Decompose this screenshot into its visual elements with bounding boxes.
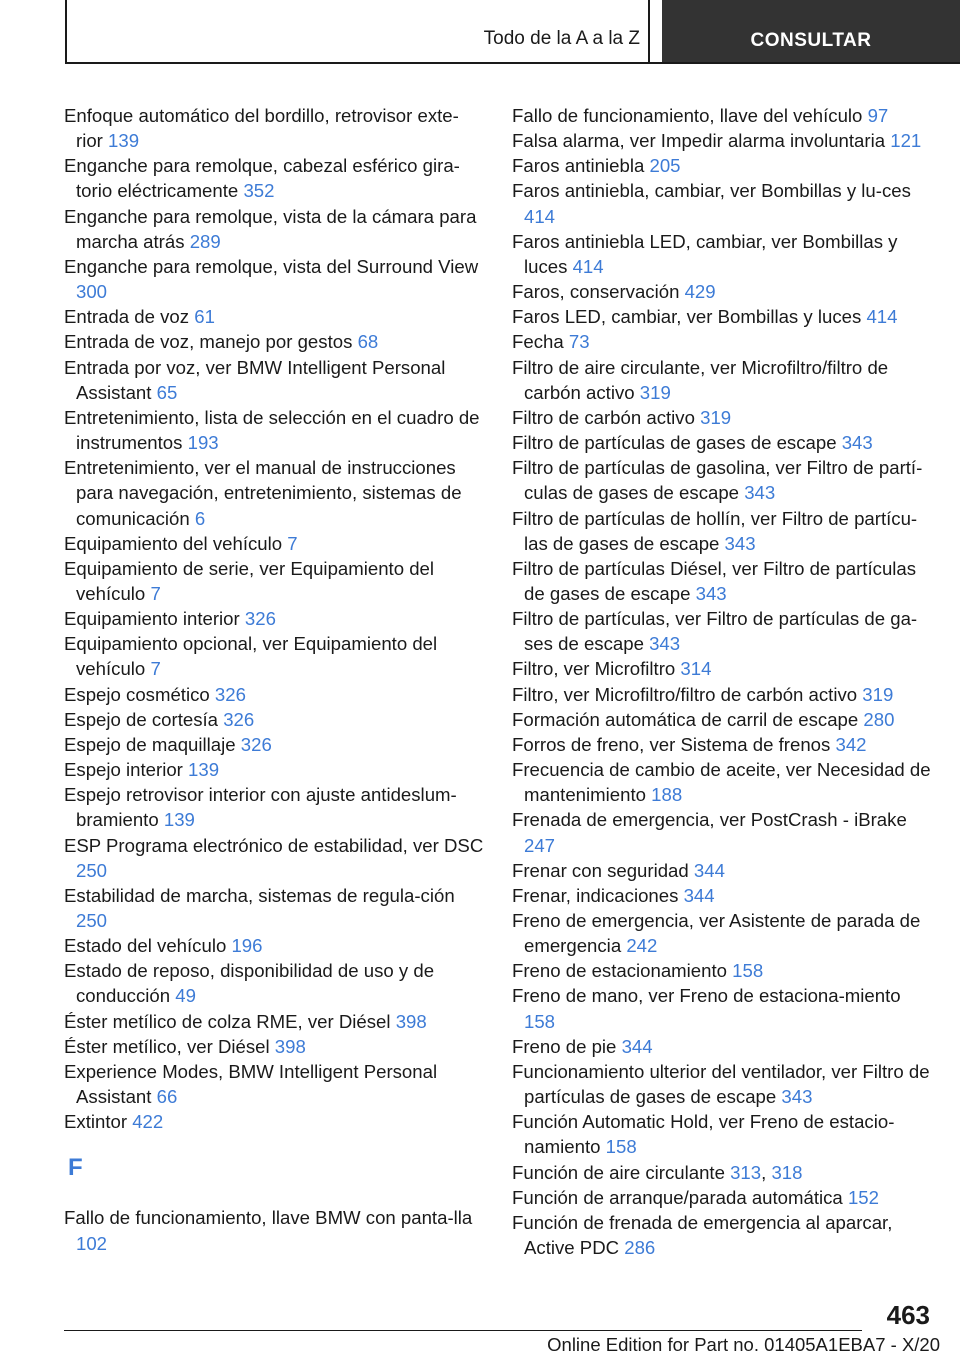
header-divider-left: [65, 0, 67, 64]
index-entry: [512, 707, 932, 732]
index-entry-text: Estado de reposo, disponibilidad de uso y de conducción: [64, 960, 435, 1007]
page-link[interactable]: 97: [867, 105, 889, 126]
page-link[interactable]: 102: [76, 1232, 108, 1254]
index-entry-text: Función de frenada de emergencia al aparcar, Active PDC: [512, 1211, 893, 1259]
page-link[interactable]: 319: [700, 406, 732, 428]
index-entry-text: Filtro de partículas Diésel, ver Filtro de partículas de gases de escape: [512, 557, 917, 604]
index-entry: [512, 858, 932, 883]
page-link[interactable]: 193: [187, 432, 219, 454]
index-entry-text: Espejo cosmético: [64, 683, 210, 705]
index-entry-text: Filtro, ver Microfiltro: [512, 658, 676, 680]
page-link[interactable]: 344: [621, 1035, 653, 1057]
index-entry: [512, 128, 932, 153]
page-link[interactable]: 280: [863, 708, 895, 730]
index-entry: [512, 430, 932, 455]
index-entry: [64, 682, 484, 707]
index-entry-text: Entretenimiento, ver el manual de instrucciones para navegación, entretenimiento, sistemas de comunicación: [64, 457, 462, 529]
index-entry-text: Enfoque automático del bordillo, retrovisor exte-rior: [64, 105, 459, 152]
index-entry: [64, 757, 484, 782]
index-entry-text: Frenar, indicaciones: [512, 884, 679, 906]
index-entry-text: Fallo de funcionamiento, llave del vehículo: [512, 105, 863, 126]
index-entry: [64, 958, 484, 1008]
page-link[interactable]: 398: [274, 1035, 306, 1057]
index-entry-text: Enganche para remolque, cabezal esférico gira-torio eléctricamente: [64, 155, 460, 202]
page-link[interactable]: 196: [231, 935, 263, 957]
index-entry: [64, 1109, 484, 1134]
page-link[interactable]: 319: [862, 683, 894, 705]
index-column-right: [512, 103, 932, 1260]
index-entry-text: Espejo de cortesía: [64, 708, 219, 730]
page-link[interactable]: 6: [194, 507, 206, 529]
index-entry-text: Función de aire circulante: [512, 1161, 725, 1183]
section-title: Todo de la A a la Z: [483, 28, 640, 49]
index-entry: [512, 153, 932, 178]
page-link[interactable]: 286: [624, 1237, 656, 1259]
page-link[interactable]: 152: [847, 1186, 879, 1208]
page-link[interactable]: 7: [150, 582, 161, 604]
index-entry-text: Freno de mano, ver Freno de estaciona-miento: [512, 985, 901, 1007]
index-entry-text: Entrada por voz, ver BMW Intelligent Personal Assistant: [64, 356, 446, 403]
page-link[interactable]: 326: [214, 683, 246, 705]
index-entry-text: Equipamiento opcional, ver Equipamiento del vehículo: [64, 633, 438, 680]
page-link[interactable]: 352: [243, 180, 275, 202]
index-entry: [64, 304, 484, 329]
index-entry-text: Freno de pie: [512, 1035, 617, 1057]
index-list-f-cont: [512, 103, 932, 1260]
page-link[interactable]: 158: [732, 960, 764, 982]
header-divider-middle: [648, 0, 650, 64]
index-entry: [512, 304, 932, 329]
page-link[interactable]: 65: [156, 381, 178, 403]
index-entry: [64, 933, 484, 958]
index-entry: [512, 405, 932, 430]
index-entry-text: Faros, conservación: [512, 281, 680, 303]
index-entry: [64, 153, 484, 203]
page-link[interactable]: 205: [649, 155, 681, 177]
index-entry-text: Faros antiniebla: [512, 155, 645, 177]
index-entry: [512, 455, 932, 505]
page-link[interactable]: 343: [744, 482, 776, 504]
index-entry-text: Entrada de voz, manejo por gestos: [64, 331, 353, 353]
index-entry: [512, 958, 932, 983]
index-entry: Función de aire circulante 313, 318: [512, 1161, 803, 1183]
index-entry: [64, 1034, 484, 1059]
page-link[interactable]: 343: [649, 633, 681, 655]
page-link[interactable]: 318: [771, 1161, 803, 1183]
index-entry: [512, 732, 932, 757]
index-entry: [64, 355, 484, 405]
page-link[interactable]: 342: [835, 733, 867, 755]
index-entry: [512, 807, 932, 857]
index-entry-text: Filtro de partículas de gases de escape: [512, 432, 837, 454]
index-entry-text: Freno de emergencia, ver Asistente de parada de emergencia: [512, 910, 921, 957]
page-link[interactable]: 429: [684, 281, 716, 303]
index-entry-text: Fecha: [512, 331, 564, 353]
index-entry: [64, 1205, 484, 1255]
index-entry-text: Experience Modes, BMW Intelligent Personal Assistant: [64, 1060, 438, 1108]
index-entry-text: Fallo de funcionamiento, llave BMW con panta-lla: [64, 1207, 473, 1229]
section-letter: F: [68, 1154, 83, 1182]
index-entry-text: Formación automática de carril de escape: [512, 708, 859, 730]
index-entry: [512, 883, 932, 908]
index-entry: [64, 732, 484, 757]
index-entry-text: Filtro de partículas de gasolina, ver Filtro de partí-culas de gases de escape: [512, 457, 923, 504]
index-entry-text: Éster metílico, ver Diésel: [64, 1035, 270, 1057]
index-entry-text: Enganche para remolque, vista de la cámara para marcha atrás: [64, 205, 477, 252]
page-link[interactable]: 289: [189, 230, 221, 252]
index-entry: [512, 329, 932, 354]
index-entry-text: Forros de freno, ver Sistema de frenos: [512, 733, 831, 755]
page-link[interactable]: 250: [76, 910, 108, 931]
page-link[interactable]: 343: [695, 582, 727, 604]
index-entry: [64, 883, 484, 933]
header-rule: [66, 62, 960, 64]
page-link[interactable]: 319: [639, 381, 671, 403]
page-link[interactable]: 422: [132, 1111, 164, 1133]
page-link[interactable]: 300: [76, 281, 108, 303]
index-entry-text: Faros antiniebla, cambiar, ver Bombillas y lu-ces: [512, 180, 911, 202]
index-entry: [64, 606, 484, 631]
index-entry: [64, 103, 484, 153]
page-link[interactable]: 343: [724, 532, 756, 554]
page-link[interactable]: 326: [223, 708, 255, 730]
index-entry: [512, 556, 932, 606]
index-entry: [512, 983, 932, 1033]
index-entry-text: Función de arranque/parada automática: [512, 1186, 843, 1208]
index-entry: [512, 606, 932, 656]
index-entry: [64, 707, 484, 732]
index-entry: [64, 1009, 484, 1034]
page-link[interactable]: 414: [524, 205, 556, 227]
index-entry: [64, 782, 484, 832]
index-entry: [512, 656, 932, 681]
page-link[interactable]: 414: [572, 255, 604, 277]
index-entry: [512, 355, 932, 405]
index-entry-text: Equipamiento de serie, ver Equipamiento del vehículo: [64, 557, 435, 604]
index-entry: [512, 229, 932, 279]
page-link[interactable]: 314: [680, 658, 712, 680]
page-link[interactable]: 68: [357, 331, 379, 353]
index-entry-text: Equipamiento interior: [64, 608, 240, 630]
page-link[interactable]: 188: [651, 784, 683, 806]
page-link[interactable]: 139: [108, 130, 140, 152]
index-entry: [512, 1059, 932, 1109]
index-entry: [64, 556, 484, 606]
index-entry-text: Frecuencia de cambio de aceite, ver Necesidad de mantenimiento: [512, 759, 931, 806]
page-link[interactable]: 414: [866, 306, 898, 328]
index-entry-text: Falsa alarma, ver Impedir alarma involuntaria: [512, 130, 886, 152]
page-link[interactable]: 158: [524, 1010, 556, 1032]
index-entry: [64, 254, 484, 304]
index-entry-text: Frenar con seguridad: [512, 859, 689, 881]
page-link[interactable]: 344: [683, 884, 715, 906]
page-link[interactable]: 139: [163, 809, 195, 831]
page-link[interactable]: 250: [76, 859, 108, 881]
index-entry-text: Equipamiento del vehículo: [64, 532, 283, 554]
index-list-f: [64, 1205, 484, 1255]
page-link[interactable]: 7: [287, 532, 298, 554]
index-entry-text: Funcionamiento ulterior del ventilador, ver Filtro de partículas de gases de escape: [512, 1060, 930, 1108]
index-entry-text: Filtro, ver Microfiltro/filtro de carbón activo: [512, 683, 858, 705]
index-entry: [64, 833, 484, 883]
index-entry: [512, 506, 932, 556]
index-entry-text: Faros LED, cambiar, ver Bombillas y luces: [512, 306, 862, 328]
page-link[interactable]: 344: [693, 859, 725, 881]
page-link[interactable]: 242: [626, 935, 658, 957]
index-entry-text: Éster metílico de colza RME, ver Diésel: [64, 1010, 391, 1032]
index-entry-text: Función Automatic Hold, ver Freno de estacio-namiento: [512, 1111, 895, 1158]
index-entry-text: Espejo de maquillaje: [64, 733, 236, 755]
page-link[interactable]: 158: [605, 1136, 637, 1158]
footer-rule: [64, 1330, 862, 1331]
page-link[interactable]: 313: [730, 1161, 762, 1183]
index-entry: [512, 103, 932, 128]
page-link[interactable]: 66: [156, 1086, 178, 1108]
page-link[interactable]: 326: [240, 733, 272, 755]
index-entry: [64, 204, 484, 254]
tab-consultar[interactable]: CONSULTAR: [662, 0, 960, 62]
index-entry-text: Freno de estacionamiento: [512, 960, 727, 982]
index-entry: [64, 1059, 484, 1109]
index-entry: [512, 757, 932, 807]
page-link[interactable]: 343: [841, 432, 873, 454]
index-entry: [512, 1185, 932, 1210]
index-entry-text: Filtro de aire circulante, ver Microfiltro/filtro de carbón activo: [512, 356, 889, 403]
index-entry-text: Entretenimiento, lista de selección en el cuadro de instrumentos: [64, 406, 480, 454]
page-link[interactable]: 247: [524, 834, 556, 856]
index-entry: [512, 178, 932, 228]
index-entry-text: Espejo retrovisor interior con ajuste antideslum-bramiento: [64, 784, 457, 831]
index-entry-text: Filtro de partículas, ver Filtro de partículas de ga-ses de escape: [512, 608, 918, 655]
page-link[interactable]: 139: [188, 759, 220, 781]
index-entry: [64, 631, 484, 681]
page-link[interactable]: 7: [150, 658, 161, 680]
index-entry: [512, 1034, 932, 1059]
index-entry-text: Enganche para remolque, vista del Surround View: [64, 255, 479, 277]
index-entry: [512, 279, 932, 304]
index-entry-text: Estabilidad de marcha, sistemas de regula-ción: [64, 884, 455, 906]
index-entry-text: Entrada de voz: [64, 306, 190, 328]
index-entry: [64, 531, 484, 556]
index-entry: [512, 908, 932, 958]
footer-edition: Online Edition for Part no. 01405A1EBA7 - X/20: [547, 1334, 940, 1355]
index-entry-text: Extintor: [64, 1111, 128, 1133]
index-column-left: [64, 103, 484, 1256]
index-entry: [64, 405, 484, 455]
index-entry: [512, 1210, 932, 1260]
index-entry-text: ESP Programa electrónico de estabilidad, ver DSC: [64, 834, 484, 856]
index-entry: [512, 682, 932, 707]
index-list-e: [64, 103, 484, 1134]
index-entry: [64, 455, 484, 530]
page-link[interactable]: 343: [781, 1086, 813, 1108]
page-link[interactable]: 121: [890, 130, 922, 152]
index-entry-text: Frenada de emergencia, ver PostCrash - iBrake: [512, 809, 907, 831]
index-entry-text: Filtro de partículas de hollín, ver Filtro de partícu-las de gases de escape: [512, 507, 918, 554]
page-link[interactable]: 326: [244, 608, 276, 630]
page-link[interactable]: 398: [395, 1010, 427, 1032]
page-number: 463: [886, 1300, 930, 1330]
index-entry-text: Espejo interior: [64, 759, 183, 781]
page-link[interactable]: 73: [568, 331, 590, 353]
index-entry-text: Faros antiniebla LED, cambiar, ver Bombillas y luces: [512, 230, 898, 277]
index-entry-text: Estado del vehículo: [64, 935, 227, 957]
index-entry: [512, 1109, 932, 1159]
page-link[interactable]: 61: [194, 306, 215, 328]
index-entry-text: Filtro de carbón activo: [512, 406, 695, 428]
page-link[interactable]: 49: [175, 985, 196, 1007]
index-entry: [64, 329, 484, 354]
